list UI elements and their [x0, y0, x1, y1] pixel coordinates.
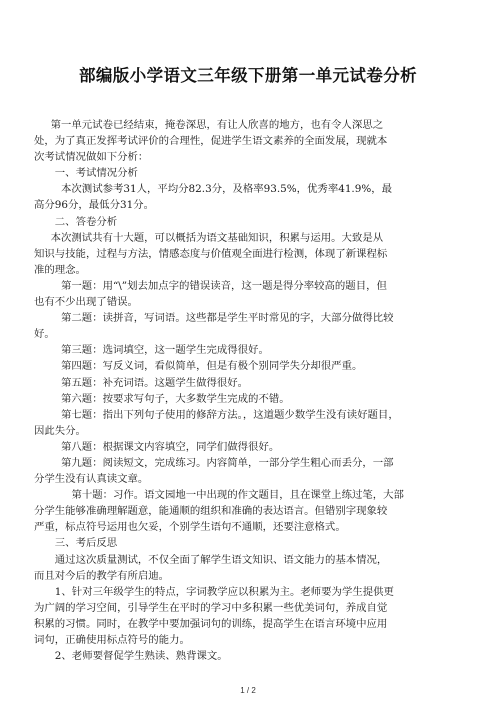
document-body — [34, 117, 462, 664]
document-title: 部编版小学语文三年级下册第一单元试卷分析 — [79, 66, 417, 85]
body-line: 处，为了真正发挥考试评价的合理性，促进学生语文素养的全面发展，现就本 — [34, 135, 388, 148]
body-line: 第七题：指出下列句子使用的修辞方法。，这道题少数学生没有读好题目， — [61, 408, 399, 421]
body-line: 积累的习惯。同时，在教学中要加强词句的训练，提高学生在语言环境中应用 — [34, 617, 388, 630]
body-line: 为广阔的学习空间，引导学生在平时的学习中多积累一些优美词句，养成自觉 — [34, 601, 388, 614]
body-line: 二、答卷分析 — [54, 215, 118, 228]
body-line: 高分96分，最低分31分。 — [34, 199, 154, 212]
body-line: 知识与技能，过程与方法，情感态度与价值观全面进行检测，体现了新课程标 — [34, 247, 388, 260]
body-line: 第三题：选词填空，这一题学生完成得很好。 — [61, 344, 269, 357]
body-line: 词句，正确使用标点符号的能力。 — [34, 634, 190, 646]
body-line: 第十题：习作。语文园地一中出现的作文题目，且在课堂上练过笔，大部 — [71, 489, 404, 502]
body-line: 第八题：根据课文内容填空，同学们做得很好。 — [61, 440, 280, 453]
body-line: 三、考后反思 — [54, 537, 118, 550]
body-line: 一、考试情况分析 — [54, 167, 138, 180]
body-line: 准的理念。 — [34, 263, 86, 276]
body-line: 第四题：写反义词，看似简单，但是有极个别同学失分却很严重。 — [61, 360, 363, 373]
body-line: 第九题：阅读短文，完成练习。内容简单，一部分学生粗心而丢分，一部 — [61, 456, 394, 469]
body-line: 通过这次质量测试，不仅全面了解学生语文知识、语文能力的基本情况， — [54, 553, 388, 566]
body-line: 严重，标点符号运用也欠妥，个别学生语句不通顺，还要注意格式。 — [34, 521, 346, 534]
page-number: 1 / 2 — [240, 686, 256, 695]
body-line: 因此失分。 — [34, 424, 86, 437]
body-line: 本次测试共有十大题，可以概括为语文基础知识，积累与运用。大致是从 — [50, 231, 384, 244]
body-line: 第一单元试卷已经结束，掩卷深思，有让人欣喜的地方，也有令人深思之 — [50, 119, 384, 131]
body-line: 第二题：读拼音，写词语。这些都是学生平时常见的字，大部分做得比较 — [61, 312, 394, 325]
body-line: 1、针对三年级学生的特点，字词教学应以积累为主。老师要为学生提供更 — [54, 585, 394, 598]
body-line: 2、老师要督促学生熟读、熟背课文。 — [54, 650, 228, 663]
body-line: 本次测试参考31人，平均分82.3分，及格率93.5%，优秀率41.9%，最 — [61, 183, 392, 196]
body-line: 第一题：用“\”划去加点字的错误读音，这一题是得分率较高的题目，但 — [61, 279, 387, 292]
body-line: 好。 — [34, 328, 55, 341]
body-line: 分学生能够准确理解题意，能通顺的组织和准确的表达语言。但错别字现象较 — [34, 505, 388, 518]
body-line: 次考试情况做如下分析： — [34, 151, 149, 164]
body-line: 第五题：补充词语。这题学生做得很好。 — [61, 376, 249, 389]
body-line: 分学生没有认真读文章。 — [34, 473, 149, 486]
body-line: 而且对今后的教学有所启迪。 — [34, 569, 170, 582]
body-line: 也有不少出现了错误。 — [34, 296, 138, 309]
body-line: 第六题：按要求写句子，大多数学生完成的不错。 — [61, 392, 290, 405]
